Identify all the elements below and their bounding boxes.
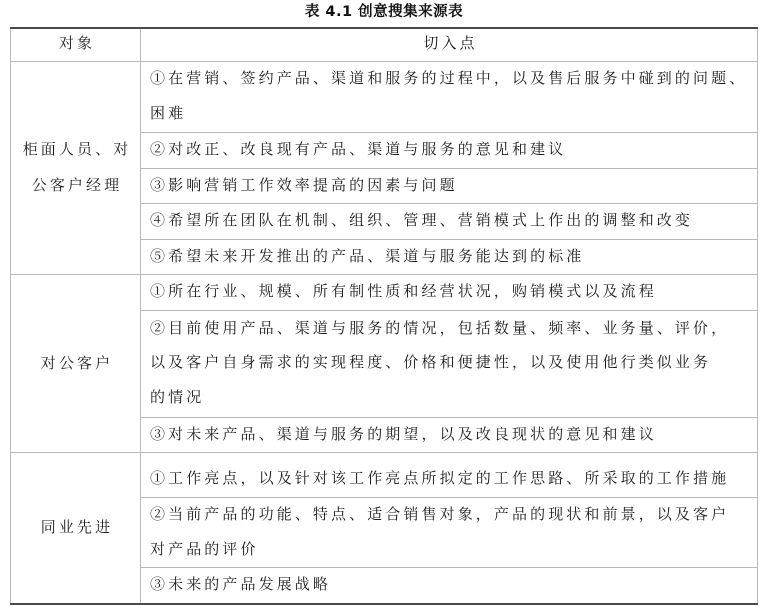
entry-point-line: ②目前使用产品、渠道与服务的情况，包括数量、频率、业务量、评价， xyxy=(150,320,730,337)
table-header xyxy=(11,28,758,61)
entry-point-line: 困难 xyxy=(150,105,187,122)
object-group xyxy=(11,453,758,604)
entry-point-line: ③对未来产品、渠道与服务的期望，以及改良现状的意见和建议 xyxy=(150,426,657,443)
entry-point-line: ③影响营销工作效率提高的因素与问题 xyxy=(150,177,458,194)
entry-point-cell xyxy=(141,239,758,275)
entry-point-line: ①工作亮点，以及针对该工作亮点所拟定的工作思路、所采取的工作措施 xyxy=(150,471,730,488)
entry-point-cell xyxy=(141,132,758,168)
table-row xyxy=(11,61,758,132)
object-group xyxy=(11,61,758,275)
entry-point-cell xyxy=(141,61,758,132)
entry-point-line: ②对改正、改良现有产品、渠道与服务的意见和建议 xyxy=(150,141,567,158)
object-cell xyxy=(11,275,141,453)
object-label-line: 对公客户 xyxy=(40,355,114,372)
table-title: 表 4.1 创意搜集来源表 xyxy=(304,4,464,20)
object-group xyxy=(11,275,758,453)
table-row xyxy=(11,453,758,498)
entry-point-line: ①所在行业、规模、所有制性质和经营状况，购销模式以及流程 xyxy=(150,284,657,300)
header-object: 对象 xyxy=(11,28,141,61)
entry-point-cell xyxy=(141,275,758,311)
header-entry-point: 切入点 xyxy=(141,28,758,61)
entry-point-cell xyxy=(141,168,758,204)
object-cell xyxy=(11,453,141,604)
entry-point-cell xyxy=(141,498,758,568)
object-label-line: 公客户经理 xyxy=(31,177,123,194)
entry-point-line: ①在营销、签约产品、渠道和服务的过程中，以及售后服务中碰到的问题、 xyxy=(150,71,748,87)
header-row xyxy=(11,28,758,61)
entry-point-line: 对产品的评价 xyxy=(150,541,259,558)
object-cell xyxy=(11,61,141,275)
entry-point-line: ⑤希望未来开发推出的产品、渠道与服务能达到的标准 xyxy=(150,248,585,265)
entry-point-cell xyxy=(141,310,758,417)
entry-point-line: ③未来的产品发展战略 xyxy=(150,577,332,593)
entry-point-cell xyxy=(141,568,758,604)
object-label-line: 柜面人员、对 xyxy=(22,141,132,158)
entry-point-line: 的情况 xyxy=(150,389,205,406)
entry-point-cell xyxy=(141,204,758,240)
object-label-line: 同业先进 xyxy=(40,519,114,536)
entry-point-cell xyxy=(141,453,758,498)
entry-point-cell xyxy=(141,417,758,453)
entry-point-line: ②当前产品的功能、特点、适合销售对象，产品的现状和前景，以及客户 xyxy=(150,507,730,523)
entry-point-line: ④希望所在团队在机制、组织、管理、营销模式上作出的调整和改变 xyxy=(150,213,694,229)
table-row xyxy=(11,275,758,311)
idea-source-table xyxy=(10,27,758,605)
entry-point-line: 以及客户自身需求的实现程度、价格和便捷性，以及使用他行类似业务 xyxy=(150,355,712,372)
